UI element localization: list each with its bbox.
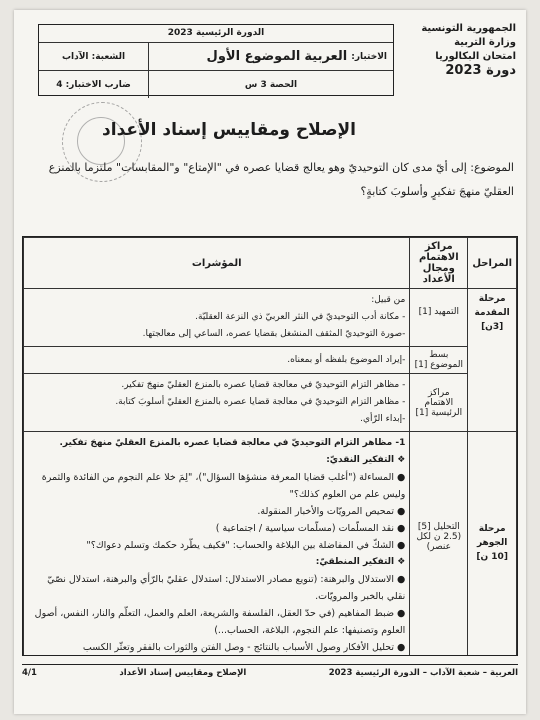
indicator-line: - مظاهر التزام التوحيديّ في معالجة قضايا عصره بالمنزع العقليّ أسلوبَ كتابة. [115, 397, 406, 407]
coefficient-cell: ضارب الاختبار: 4 [39, 71, 149, 98]
header-indicators: المؤشرات [24, 238, 410, 289]
subject-statement: الموضوع: إلى أيّ مدى كان التوحيديّ وهو يعالج قضايا عصره في "الإمتاع" و"المقابسات" ملتزما بالمنزع العقليّ منهجَ تفكيرٍ وأسلوبَ كتابةٍ؟ [48, 161, 514, 198]
subsection-heading: ❖ التفكير المنطقيّ: [315, 557, 406, 567]
exam-info-row-2 [39, 71, 393, 98]
session-year [396, 64, 516, 78]
page-footer [22, 664, 518, 681]
indicator-line: -إبداء الرّأي. [360, 414, 406, 424]
page-number: 4/1 [22, 668, 37, 678]
focus-statement: بسط الموضوع [1] [410, 347, 468, 374]
subject-name: العربية [304, 49, 348, 64]
indicators-preamble [24, 289, 410, 347]
indicators-main-points [24, 374, 410, 432]
list-item: ● تحليل الأفكار وصول الأسباب بالنتائج - وصل الفتن والثورات بالفقر وتعثّر الكسب [82, 642, 406, 653]
branch-cell: الشعبة: الآداب [39, 43, 149, 70]
indicator-line: -صورة التوحيديّ المثقف المنشغل بقضايا عصره، الساعي إلى معالجتها. [142, 329, 406, 339]
list-item: ● المساءلة ("أغلب قضايا المعرفة منشؤها السؤال")، "لِمَ خلا علم النجوم من الفائدة والثمرة وليس علم من العلوم كذلك؟" [41, 472, 406, 500]
header-stages: المراحل [468, 238, 517, 289]
subsection-heading: ❖ التفكير النقديّ: [326, 455, 406, 465]
issuer-block [396, 22, 516, 78]
exam-info-row-1 [39, 43, 393, 71]
footer-doc-title: الإصلاح ومقاييس إسناد الأعداد [119, 668, 247, 678]
exam-page [14, 10, 526, 714]
list-item: ● نقد المسلّمات (مسلّمات سياسية / اجتماعية ) [215, 523, 406, 534]
test-label: الاختبار: [351, 51, 387, 62]
indicator-line: - مكانة أدب التوحيديّ في النثر العربيّ ذي النزعة العقليّة. [195, 312, 406, 322]
exam-info-box [38, 24, 394, 96]
table-row [24, 432, 517, 657]
table-row [24, 289, 517, 347]
list-item: ● الاستدلال والبرهنة: (تنويع مصادر الاستدلال: استدلال عقليّ بالرّأي والبرهنة، استدلال نصّيّ نقلي بالخبر والمرويّات. [47, 574, 406, 602]
indicators-statement [24, 347, 410, 374]
indicator-line: -إيراد الموضوع بلفظه أو بمعناه. [287, 354, 406, 365]
grading-table [22, 236, 518, 656]
focus-analysis: التحليل [5] (2.5 ن لكل عنصر) [410, 432, 468, 657]
indicator-line: - مظاهر التزام التوحيديّ في معالجة قضايا عصره بالمنزع العقليّ منهجَ تفكير. [121, 380, 406, 390]
indicators-analysis [24, 432, 410, 657]
list-item: ● ضبط المفاهيم (في حدّ العقل، الفلسفة والشريعة، العلم والعمل، التعلّم والنار، النفس، أصول العلوم وتصنيفها: علم النجوم، البلاغة، الحساب...) [34, 608, 406, 636]
focus-main-points: مراكز الاهتمام الرئيسية [1] [410, 374, 468, 432]
year-value: 2023 [445, 63, 482, 78]
stage-intro: مرحلة المقدمة [3ن] [468, 289, 517, 432]
ministry-label: وزارة التربية [454, 37, 516, 48]
header-focus: مراكز الاهتمام ومجال الأعداد [410, 238, 468, 289]
indicator-line: من قبيل: [371, 295, 406, 305]
stage-body: مرحلة الجوهر [10 ن] [468, 432, 517, 657]
focus-preamble: التمهيد [1] [410, 289, 468, 347]
republic-label: الجمهورية التونسية [421, 23, 516, 34]
list-item: ● الشكّ في المفاضلة بين البلاغة والحساب: "فكيف يطّرد حكمك وتسلم دعواك؟" [86, 540, 406, 551]
section-title: 1- مظاهر التزام التوحيديّ في معالجة قضايا عصره بالمنزع العقليّ منهجَ تفكير. [59, 438, 406, 448]
box-session: الدورة الرئيسية 2023 [39, 25, 393, 43]
test-cell [149, 43, 393, 70]
table-row [24, 374, 517, 432]
list-item: ● تمحيص المرويّات والأخبار المنقولة. [257, 506, 406, 517]
topic-label: الموضوع الأول [206, 49, 301, 64]
exam-label: امتحان البكالوريا [435, 51, 516, 62]
footer-exam-info: العربية – شعبة الآداب – الدورة الرئيسية 2023 [328, 668, 518, 678]
table-row [24, 347, 517, 374]
session-word: دورة [486, 63, 516, 78]
table-header-row [24, 238, 517, 289]
page-title: الإصلاح ومقاييس إسناد الأعداد [102, 120, 356, 140]
duration-cell: الحصة 3 س [244, 79, 298, 90]
